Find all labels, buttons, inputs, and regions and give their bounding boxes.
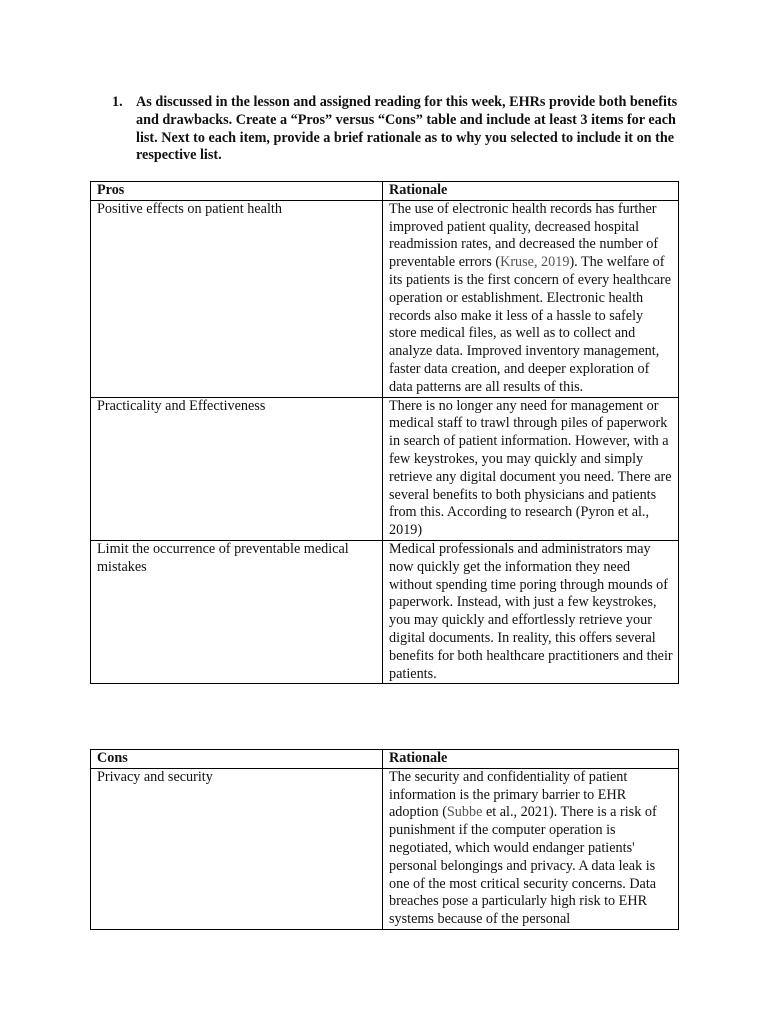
table-row xyxy=(91,200,679,397)
rationale-text: The use of electronic health records has further improved patient quality, decreased hospital readmission rates, and decreased the number of preventable errors ( xyxy=(389,200,659,271)
con-rationale xyxy=(383,768,679,929)
cons-table xyxy=(90,749,679,930)
table-header-row xyxy=(91,182,679,201)
pros-header: Pros xyxy=(91,182,383,201)
pro-item: Positive effects on patient health xyxy=(91,200,383,397)
table-header-row xyxy=(91,750,679,769)
table-row xyxy=(91,540,679,683)
pros-table xyxy=(90,181,679,684)
pro-item: Practicality and Effectiveness xyxy=(91,397,383,540)
pro-rationale: Medical professionals and administrators may now quickly get the information they need without spending time poring through mounds of paperwork. Instead, with just a few keystrokes, you may quickly and effortlessly retrieve your digital documents. In reality, this offers several benefits for both healthcare practitioners and their patients. xyxy=(383,540,679,683)
rationale-text: et al., 2021). There is a risk of punishment if the computer operation is negotiated, which would endanger patients' personal belongings and privacy. A data leak is one of the most critical security concerns. Data breaches pose a particularly high risk to EHR systems because of the personal xyxy=(389,804,657,928)
question-number: 1. xyxy=(112,94,123,110)
question-text: As discussed in the lesson and assigned reading for this week, EHRs provide both benefits and drawbacks. Create a “Pros” versus “Cons” table and include at least 3 items for each list. Next to each item, provide a brief rationale as to why you selected to include it on the respective list. xyxy=(136,94,678,164)
rationale-text: The security and confidentiality of patient information is the primary barrier to EHR adoption ( xyxy=(389,768,628,821)
citation: Subbe xyxy=(446,804,483,821)
pro-rationale xyxy=(383,200,679,397)
rationale-header: Rationale xyxy=(383,182,679,201)
rationale-text: ). The welfare of its patients is the first concern of every healthcare operation or establishment. Electronic health records also make it less of a hassle to safely store medical files, as well as to collect and analyze data. Improved inventory management, faster data creation, and deeper exploration of data patterns are all results of this. xyxy=(389,254,672,395)
table-row xyxy=(91,768,679,929)
rationale-header: Rationale xyxy=(383,750,679,769)
question-block xyxy=(112,94,684,165)
con-item: Privacy and security xyxy=(91,768,383,929)
pro-item: Limit the occurrence of preventable medical mistakes xyxy=(91,540,383,683)
table-row xyxy=(91,397,679,540)
citation: Kruse, 2019 xyxy=(500,254,570,271)
cons-header: Cons xyxy=(91,750,383,769)
pro-rationale: There is no longer any need for management or medical staff to trawl through piles of paperwork in search of patient information. However, with a few keystrokes, you may quickly and simply retrieve any digital document you need. There are several benefits to both physicians and patients from this. According to research (Pyron et al., 2019) xyxy=(383,397,679,540)
